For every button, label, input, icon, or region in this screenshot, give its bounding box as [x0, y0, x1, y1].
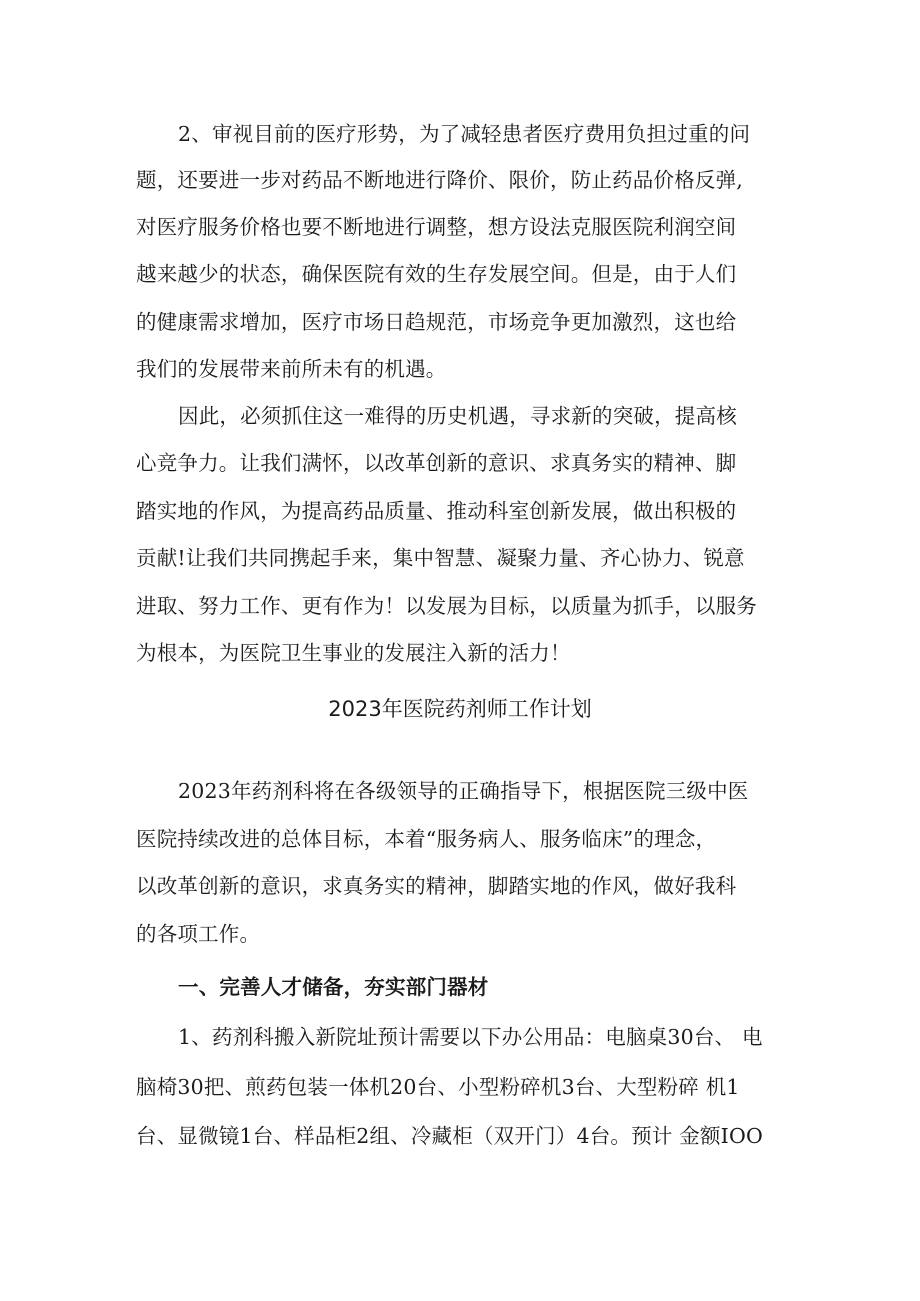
text-line: 进取、努力工作、更有作为！以发展为目标，以质量为抓手，以服务 — [136, 594, 757, 618]
text-line: 心竞争力。让我们满怀，以改革创新的意识、求真务实的精神、脚 — [136, 451, 737, 475]
text-line: 台、显微镜1台、样品柜2组、冷藏柜（双开门）4台。预计 金额IOO — [136, 1124, 763, 1148]
text-line: 对医疗服务价格也要不断地进行调整，想方设法克服医院利润空间 — [136, 215, 737, 239]
text-line: 的各项工作。 — [136, 922, 261, 946]
text-line: 2023年药剂科将在各级领导的正确指导下，根据医院三级中医 — [178, 779, 749, 803]
text-line: 脑椅30把、煎药包装一体机20台、小型粉碎机3台、大型粉碎 机1 — [136, 1075, 740, 1099]
text-line: 医院持续改进的总体目标，本着“服务病人、服务临床”的理念， — [136, 827, 717, 851]
document-title: 2023年医院药剂师工作计划 — [328, 697, 592, 721]
text-line: 1、药剂科搬入新院址预计需要以下办公用品：电脑桌30台、 电 — [178, 1025, 763, 1049]
text-line: 2、审视目前的医疗形势，为了减轻患者医疗费用负担过重的问 — [178, 122, 751, 146]
text-line: 贡献!让我们共同携起手来，集中智慧、凝聚力量、齐心协力、锐意 — [136, 546, 745, 570]
text-line: 因此，必须抓住这一难得的历史机遇，寻求新的突破，提高核 — [178, 404, 737, 428]
text-line: 以改革创新的意识，求真务实的精神，脚踏实地的作风，做好我科 — [136, 874, 737, 898]
text-line: 踏实地的作风，为提高药品质量、推动科室创新发展，做出积极的 — [136, 499, 737, 523]
text-line: 的健康需求增加，医疗市场日趋规范，市场竞争更加激烈，这也给 — [136, 310, 737, 334]
text-line: 我们的发展带来前所未有的机遇。 — [136, 357, 447, 381]
section-heading: 一、完善人才储备，夯实部门器材 — [178, 975, 489, 999]
text-line: 题，还要进一步对药品不断地进行降价、限价，防止药品价格反弹, — [136, 168, 744, 192]
text-line: 越来越少的状态，确保医院有效的生存发展空间。但是，由于人们 — [136, 262, 737, 286]
text-line: 为根本，为医院卫生事业的发展注入新的活力！ — [136, 641, 571, 665]
